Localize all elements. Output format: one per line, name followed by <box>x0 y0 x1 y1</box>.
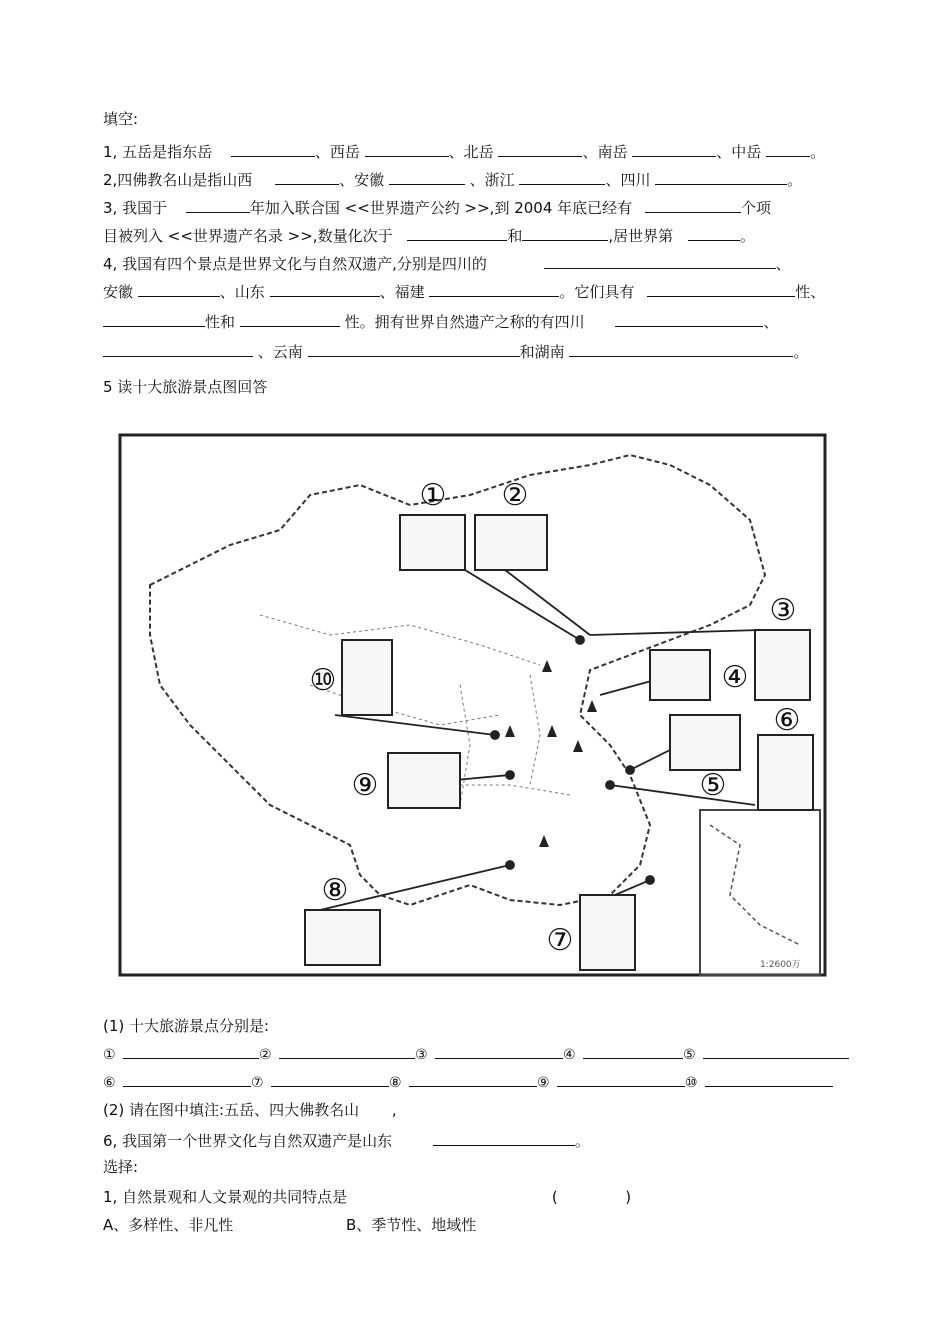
blank[interactable] <box>519 169 605 185</box>
choice-question-1 <box>103 1187 631 1207</box>
answer-num-7: ⑦ <box>251 1075 264 1091</box>
q4-text-2: 、 <box>775 255 791 273</box>
answers-q2-text: (2) 请在图中填注:五岳、四大佛教名山 <box>103 1101 360 1119</box>
q4-text-1: 4, 我国有四个景点是世界文化与自然双遗产,分别是四川的 <box>103 255 487 273</box>
answers-q2 <box>103 1100 397 1120</box>
choice-options <box>103 1215 476 1235</box>
answers-q2-comma: , <box>391 1101 397 1119</box>
choice-heading: 选择: <box>103 1158 139 1176</box>
site-5-picture <box>670 715 740 770</box>
answer-num-3: ③ <box>415 1047 428 1063</box>
blank[interactable] <box>138 281 220 297</box>
question-3-line-2 <box>103 225 755 246</box>
q6-text: 6, 我国第一个世界文化与自然双遗产是山东 <box>103 1132 393 1150</box>
q4-text-3: 安徽 <box>103 283 134 301</box>
blank[interactable] <box>647 281 795 297</box>
blank[interactable] <box>123 1043 259 1059</box>
blank[interactable] <box>123 1071 251 1087</box>
blank[interactable] <box>557 1071 685 1087</box>
site-4-picture <box>650 650 710 700</box>
site-label-8: ⑧ <box>321 873 349 908</box>
site-label-9: ⑨ <box>351 768 379 803</box>
blank[interactable] <box>498 141 582 157</box>
site-10-picture <box>342 640 392 715</box>
site-label-2: ② <box>501 478 529 513</box>
q3-text-7: 。 <box>739 227 755 245</box>
q4-text-4: 、山东 <box>219 283 265 301</box>
blank[interactable] <box>615 311 763 327</box>
blank[interactable] <box>703 1043 849 1059</box>
blank[interactable] <box>632 141 716 157</box>
blank[interactable] <box>231 141 315 157</box>
blank[interactable] <box>271 1071 389 1087</box>
blank[interactable] <box>270 281 380 297</box>
blank[interactable] <box>544 253 776 269</box>
site-3-picture <box>755 630 810 700</box>
q4-text-5: 、福建 <box>379 283 425 301</box>
blank[interactable] <box>433 1130 575 1146</box>
answer-num-8: ⑧ <box>389 1075 402 1091</box>
q2-text-3: 、浙江 <box>469 171 515 189</box>
scale-text: 1:2600万 <box>760 960 801 970</box>
blank[interactable] <box>240 311 340 327</box>
blank[interactable] <box>103 311 205 327</box>
q2-text-1: 2,四佛教名山是指山西 <box>103 171 253 189</box>
site-label-6: ⑥ <box>773 703 801 738</box>
blank[interactable] <box>645 197 741 213</box>
site-label-4: ④ <box>721 660 749 695</box>
question-4-line-4 <box>103 341 808 362</box>
blank[interactable] <box>365 141 449 157</box>
blank[interactable] <box>705 1071 833 1087</box>
blank[interactable] <box>407 225 507 241</box>
q4-text-9: 性。拥有世界自然遗产之称的有四川 <box>344 313 585 331</box>
blank[interactable] <box>583 1043 683 1059</box>
blank[interactable] <box>409 1071 537 1087</box>
blank[interactable] <box>308 341 520 357</box>
q3-text-3: 个项 <box>740 199 771 217</box>
blank[interactable] <box>429 281 559 297</box>
question-4-line-1 <box>103 253 791 274</box>
q3-text-2: 年加入联合国 <<世界遗产公约 >>,到 2004 年底已经有 <box>249 199 633 217</box>
answers-title: (1) 十大旅游景点分别是: <box>103 1017 270 1035</box>
map-frame <box>120 435 825 975</box>
answer-num-10: ⑩ <box>685 1075 698 1091</box>
q1-text-4: 、南岳 <box>582 143 628 161</box>
q2-text-5: 。 <box>787 171 803 189</box>
q4-text-6: 。它们具有 <box>559 283 635 301</box>
q3-text-5: 和 <box>507 227 523 245</box>
paren-open: ( <box>551 1188 558 1206</box>
blank[interactable] <box>766 141 810 157</box>
q6-end: 。 <box>574 1132 590 1150</box>
answer-num-1: ① <box>103 1047 116 1063</box>
q2-text-4: 、四川 <box>605 171 651 189</box>
site-label-3: ③ <box>769 593 797 628</box>
answer-num-5: ⑤ <box>683 1047 696 1063</box>
answer-num-6: ⑥ <box>103 1075 116 1091</box>
blank[interactable] <box>522 225 608 241</box>
q4-text-7: 性、 <box>795 283 826 301</box>
site-2-picture <box>475 515 547 570</box>
q4-text-12: 和湖南 <box>519 343 565 361</box>
site-9-picture <box>388 753 460 808</box>
site-label-5: ⑤ <box>699 768 727 803</box>
site-6-picture <box>758 735 813 810</box>
answer-num-9: ⑨ <box>537 1075 550 1091</box>
fill-heading: 填空: <box>103 110 139 128</box>
question-2 <box>103 169 802 190</box>
tourist-sites-map <box>110 425 830 985</box>
q3-text-6: ,居世界第 <box>608 227 674 245</box>
q1-text-2: 、西岳 <box>314 143 360 161</box>
option-b[interactable]: B、季节性、地域性 <box>346 1216 477 1234</box>
question-4-line-2 <box>103 281 825 302</box>
blank[interactable] <box>186 197 250 213</box>
q2-text-2: 、安徽 <box>339 171 385 189</box>
q4-text-10: 、 <box>763 313 779 331</box>
question-3-line-1 <box>103 197 771 218</box>
blank[interactable] <box>275 169 339 185</box>
site-label-1: ① <box>419 478 447 513</box>
q4-text-8: 性和 <box>205 313 236 331</box>
blank[interactable] <box>103 341 253 357</box>
q4-text-13: 。 <box>793 343 809 361</box>
site-8-picture <box>305 910 380 965</box>
site-label-7: ⑦ <box>546 923 574 958</box>
answers-row-2 <box>103 1071 833 1093</box>
blank[interactable] <box>688 225 740 241</box>
q4-text-11: 、云南 <box>257 343 303 361</box>
q3-text-1: 3, 我国于 <box>103 199 168 217</box>
q1-text-5: 、中岳 <box>716 143 762 161</box>
site-7-picture <box>580 895 635 970</box>
q1-text-3: 、北岳 <box>448 143 494 161</box>
q1-text-1: 1, 五岳是指东岳 <box>103 143 213 161</box>
q3-text-4: 目被列入 <<世界遗产名录 >>,数量化次于 <box>103 227 393 245</box>
blank[interactable] <box>569 341 793 357</box>
question-1 <box>103 141 825 162</box>
blank[interactable] <box>655 169 787 185</box>
site-label-10: ⑩ <box>309 663 337 698</box>
blank[interactable] <box>279 1043 415 1059</box>
choice-q1-text: 1, 自然景观和人文景观的共同特点是 <box>103 1188 348 1206</box>
site-1-picture <box>400 515 465 570</box>
question-6 <box>103 1130 590 1151</box>
option-a[interactable]: A、多样性、非凡性 <box>103 1216 234 1234</box>
q1-text-6: 。 <box>810 143 826 161</box>
answer-num-4: ④ <box>563 1047 576 1063</box>
answer-num-2: ② <box>259 1047 272 1063</box>
paren-close: ) <box>625 1188 632 1206</box>
answers-row-1 <box>103 1043 849 1065</box>
blank[interactable] <box>389 169 465 185</box>
question-5: 5 读十大旅游景点图回答 <box>103 378 268 396</box>
blank[interactable] <box>435 1043 563 1059</box>
question-4-line-3 <box>103 311 778 332</box>
